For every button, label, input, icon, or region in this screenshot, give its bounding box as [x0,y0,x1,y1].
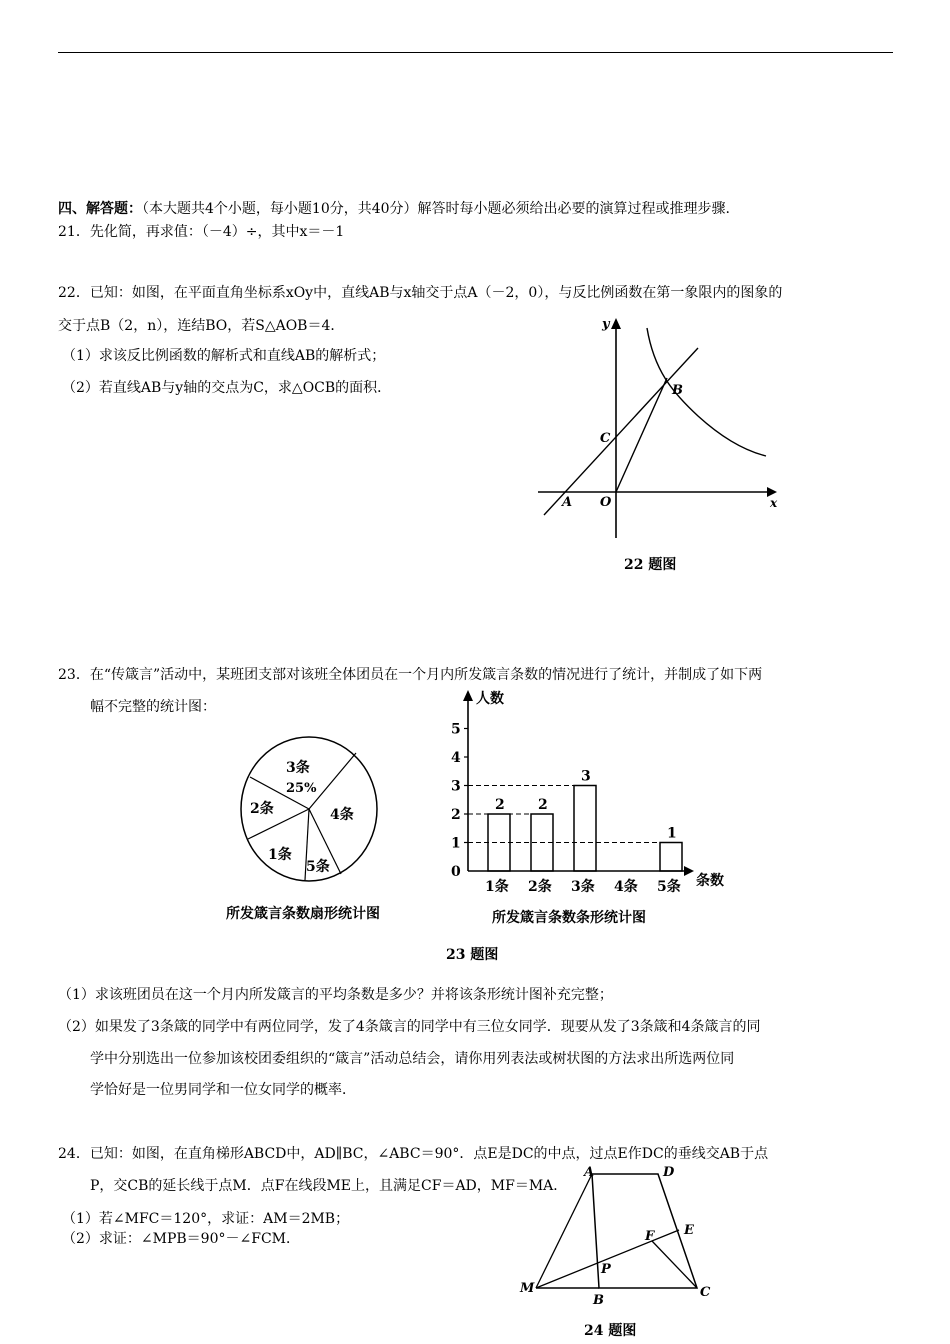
bar-data-label: 2 [538,797,548,813]
label-m: M [520,1281,535,1296]
segment-fc [652,1241,697,1288]
label-o: O [600,495,612,510]
pie-label-2: 2条 [250,801,274,817]
bar-x-axis-arrow-icon [684,866,694,876]
q22-caption: 22 题图 [624,557,677,573]
q24-part2: （2）求证：∠MPB＝90°－∠FCM． [62,1231,300,1247]
label-x: x [770,496,778,510]
section-heading: 四、解答题： [58,201,142,217]
hyperbola-curve [647,328,766,456]
q23-part2c: 学恰好是一位男同学和一位女同学的概率． [90,1082,356,1098]
label-f: F [645,1229,655,1244]
label-c: C [700,1285,711,1300]
y-tick-label: 4 [451,750,461,766]
label-p: P [601,1262,611,1277]
pie-caption: 所发箴言条数扇形统计图 [226,906,380,922]
q23-line1: 23．在“传箴言”活动中，某班团支部对该班全体团员在一个月内所发箴言条数的情况进行了统计，并制成了如下两 [58,667,763,683]
bar-ylabel: 人数 [476,691,504,707]
pie-label-3: 3条 [286,760,310,776]
segment-ob [616,378,667,492]
label-b: B [593,1293,604,1308]
q23-part2b: 学中分别选出一位参加该校团委组织的“箴言”活动总结会，请你用列表法或树状图的方法求出所选两位同 [90,1051,735,1067]
q22-line1: 22．已知：如图，在平面直角坐标系xOy中，直线AB与x轴交于点A（－2，0），与反比例函数在第一象限内的图象的 [58,285,783,301]
label-a: A [562,495,573,510]
q23-caption: 23 题图 [446,947,499,963]
q22-line2: 交于点B（2，n），连结BO，若S△AOB＝4． [58,318,345,334]
bar-y-axis-arrow-icon [463,690,473,701]
pie-label-5: 5条 [306,859,330,875]
pie-label-4: 4条 [330,807,354,823]
bar-data-label: 3 [581,768,591,785]
q21-text: 21．先化简，再求值：（－4）÷，其中x＝－1 [58,224,345,240]
y-tick-label: 2 [451,807,461,823]
section-note: （本大题共4个小题，每小题10分，共40分）解答时每小题必须给出必要的演算过程或推理步骤. [142,201,730,217]
bar-data-label: 2 [495,797,505,813]
section-heading-line [58,199,730,219]
x-tick-label: 1条 [485,879,509,895]
label-y: y [602,317,610,332]
q23-part2a: （2）如果发了3条箴的同学中有两位同学，发了4条箴言的同学中有三位女同学．现要从发了3条箴和4条箴言的同 [58,1019,761,1035]
y-axis-arrow-icon [611,318,621,329]
q22-figure [530,310,790,545]
header-rule [58,52,893,53]
q23-line2: 幅不完整的统计图： [90,699,216,715]
x-tick-label: 4条 [614,879,638,895]
q24-line1: 24．已知：如图，在直角梯形ABCD中，AD∥BC，∠ABC＝90°．点E是DC的中点，过点E作DC的垂线交AB于点 [58,1146,769,1162]
q23-part1: （1）求该班团员在这一个月内所发箴言的平均条数是多少？并将该条形统计图补充完整； [58,987,613,1003]
bar [488,814,510,871]
label-e: E [684,1223,694,1238]
bar-caption: 所发箴言条数条形统计图 [492,910,646,926]
q24-line2: P，交CB的延长线于点M．点F在线段ME上，且满足CF＝AD，MF＝MA． [90,1178,568,1194]
label-d: D [663,1165,675,1180]
x-tick-label: 2条 [528,879,552,895]
x-tick-label: 5条 [657,879,681,895]
q22-part2: （2）若直线AB与y轴的交点为C，求△OCB的面积． [62,380,392,396]
bar [660,843,682,872]
q24-figure [512,1160,724,1312]
q24-caption: 24 题图 [584,1323,637,1339]
y-tick-label: 0 [451,864,461,880]
label-a: A [584,1165,595,1180]
bar [574,786,596,872]
q22-part1: （1）求该反比例函数的解析式和直线AB的解析式； [62,348,386,364]
y-tick-label: 1 [451,835,461,852]
pie-label-1: 1条 [268,847,292,863]
segment-ma [536,1174,592,1288]
pie-chart [238,735,384,885]
label-b: B [672,383,683,398]
q24-part1: （1）若∠MFC＝120°，求证：AM＝2MB； [62,1211,350,1227]
pie-label-25pct: 25% [286,781,317,796]
label-c: C [600,431,611,446]
y-tick-label: 5 [451,721,461,738]
y-tick-label: 3 [451,778,461,795]
bar-chart [440,685,740,903]
bar-xlabel: 条数 [696,873,724,889]
bar-data-label: 1 [667,825,677,842]
line-ab [544,348,698,515]
x-tick-label: 3条 [571,879,595,895]
segment-me [536,1230,679,1288]
